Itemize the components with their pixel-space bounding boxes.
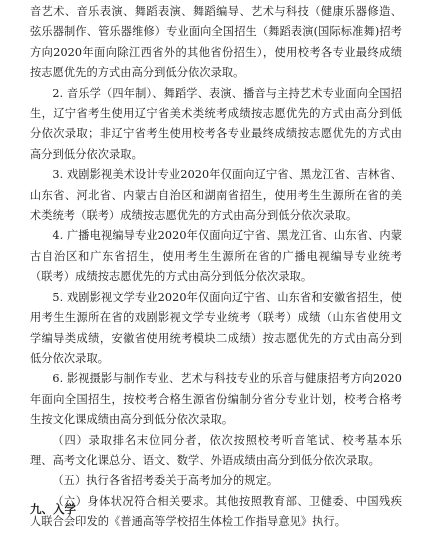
- paragraph-item-6: 6. 影视摄影与制作专业、艺术与科技专业的乐音与健康招考方向2020年面向全国招生，按校考合格生源省份编制分省分专业计划，校考合格考生按文化课成绩由高分到低分依次录取。: [30, 372, 402, 427]
- paragraph-item-2: 2. 音乐学（四年制）、舞蹈学、表演、播音与主持艺术专业面向全国招生，辽宁省考生使用辽宁省美术类统考成绩按志愿优先的方式由高分到低分依次录取；非辽宁省考生使用校考各专业最终成绩按志愿优先的方式由高分到低分依次录取。: [30, 86, 402, 161]
- paragraph-clause-five: （五）执行各省招考委关于高考加分的规定。: [52, 474, 279, 488]
- paragraph-clause-four: （四）录取排名末位同分者，依次按照校考听音笔试、校考基本乐理、高考文化课总分、语文、数学、外语成绩由高分到低分依次录取。: [30, 433, 402, 467]
- paragraph-item-4: 4. 广播电视编导专业2020年仅面向辽宁省、黑龙江省、山东省、内蒙古自治区和广东省招生，使用考生生源所在省的广播电视编导专业统考（联考）成绩按志愿优先的方式由高分到低分依次录取。: [30, 229, 402, 284]
- section-heading-enrollment: 九、入学: [30, 502, 76, 516]
- paragraph-item-5: 5. 戏剧影视文学专业2020年仅面向辽宁省、山东省和安徽省招生，使用考生生源所在省的戏剧影视文学专业统考（联考）成绩（山东省使用文学编导类成绩，安徽省使用统考模块二成绩）按志愿优先的方式由高分到低分依次录取。: [30, 290, 402, 365]
- paragraph-item-3: 3. 戏剧影视美术设计专业2020年仅面向辽宁省、黑龙江省、吉林省、山东省、河北省、内蒙古自治区和湖南省招生，使用考生生源所在省的美术类统考（联考）成绩按志愿优先的方式由高分到低分依次录取。: [30, 168, 402, 223]
- paragraph-continued: 音艺术、音乐表演、舞蹈表演、舞蹈编导、艺术与科技（健康乐器修造、弦乐器制作、管乐器维修）专业面向全国招生（舞蹈表演(国际标准舞)招考方向2020年面向除江西省外的其他省份招生），使用校考各专业最终成绩按志愿优先的方式由高分到低分依次录取。: [30, 5, 402, 80]
- paragraph-clause-six: （六）身体状况符合相关要求。其他按照教育部、卫健委、中国残疾人联合会印发的《普通高等学校招生体检工作指导意见》执行。: [30, 494, 402, 529]
